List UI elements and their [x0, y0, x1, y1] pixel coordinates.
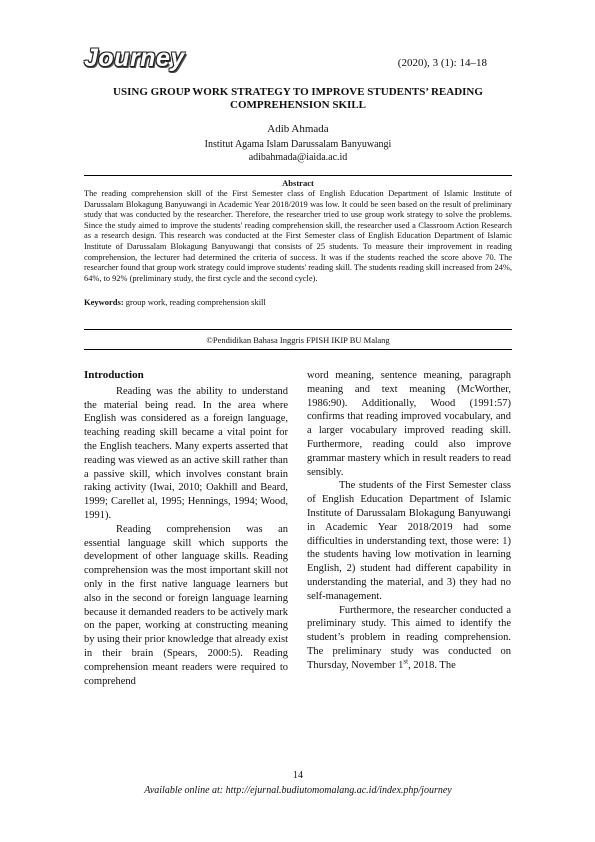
author-affiliation: Institut Agama Islam Darussalam Banyuwangi [204, 139, 392, 150]
paragraph: Reading comprehension was an essential language skill which supports the development of other language skills. Reading comprehension was the most important skill not only in the first native language learners but also in the second or foreign language learning because it demanded readers to be actively mark on the paper, working at constructing meaning by using their prior knowledge that already exist in their brain (Spears, 2000:5). Reading comprehension meant readers were required to comprehend [84, 523, 288, 687]
introduction-heading: Introduction [84, 369, 144, 381]
journal-logo: Journey [84, 44, 185, 72]
article-title-line-1: USING GROUP WORK STRATEGY TO IMPROVE STUDENTS’ READING [113, 86, 483, 98]
paragraph [307, 604, 511, 673]
abstract-body: The reading comprehension skill of the First Semester class of English Education Department of Islamic Institute of Darussalam Blokagung Banyuwangi in Academic Year 2018/2019 was low. It could be seen based on the result of preliminary study that was conducted by the researcher. Therefore, the researcher tried to use group work strategy to solve the problems. Since the study aimed to improve the students' reading comprehension skill, the researcher used a Classroom Action Research as a research design. This research was conducted at the First Semester class of English Education Department of Islamic Institute of Darussalam Blokagung Banyuwangi that consists of 25 students. To measure their improvement in reading comprehension, the lecturer had determined the criteria of success. It was if the students reached the score above 70. The researcher found that group work strategy could improve students' reading skill. The students reading skill increased from 24%, 64%, to 92% (preliminary study, the first cycle and the second cycle). [84, 189, 512, 283]
keywords-text: group work, reading comprehension skill [123, 297, 266, 307]
page-number: 14 [293, 770, 303, 781]
paragraph: word meaning, sentence meaning, paragraph meaning and text meaning (McWorther, 1986:90). Additionally, Wood (1991:57) confirms that reading improved vocabulary, and a larger vocabulary improved reading skill. Furthermore, reading could also improve grammar mastery which in result readers to read sensibly. [307, 370, 511, 478]
right-column [307, 369, 511, 673]
copyright-top-rule [84, 329, 512, 330]
citation: (2020), 3 (1): 14–18 [397, 57, 487, 69]
footer-availability-link[interactable]: Available online at: http://ejurnal.budiutomomalang.ac.id/index.php/journey [144, 785, 452, 796]
paragraph: The students of the First Semester class of English Education Department of Islamic Institute of Darussalam Blokagung Banyuwangi in Academic Year 2018/2019 had some difficulties in understanding text, those were: 1) the students having low motivation in learning English, 2) student had different capability in understanding the material, and 3) they had no self-management. [307, 480, 511, 602]
article-title-line-2: COMPREHENSION SKILL [230, 99, 366, 111]
article-title [84, 86, 512, 112]
left-column [84, 369, 288, 688]
keywords-label: Keywords: [84, 297, 124, 307]
copyright-bottom-rule [84, 349, 512, 350]
abstract-heading: Abstract [282, 178, 314, 188]
copyright-notice: ©Pendidikan Bahasa Inggris FPISH IKIP BU Malang [206, 335, 390, 345]
abstract-top-rule [84, 175, 512, 176]
paragraph-text: Furthermore, the researcher conducted a preliminary study. This aimed to identify the student’s problem in reading comprehension. The preliminary study was conducted on Thursday, November 1 [307, 604, 511, 671]
keywords [84, 297, 512, 307]
paragraph: Reading was the ability to understand the material being read. In the area where English was considered as a foreign language, teaching reading skill became a vital point for the English teachers. Many experts asserted that reading was viewed as an active skill rather than a passive skill, which involves constant brain raking activity (Iwai, 2010; Oakhill and Beard, 1999; Carellet al, 1995; Hennings, 1994; Wood, 1991). [84, 385, 288, 521]
author-email: adibahmada@iaida.ac.id [248, 152, 348, 163]
ordinal-suffix: st [403, 657, 409, 666]
paragraph-text-end: , 2018. The [408, 659, 456, 671]
author-name: Adib Ahmada [267, 123, 329, 135]
